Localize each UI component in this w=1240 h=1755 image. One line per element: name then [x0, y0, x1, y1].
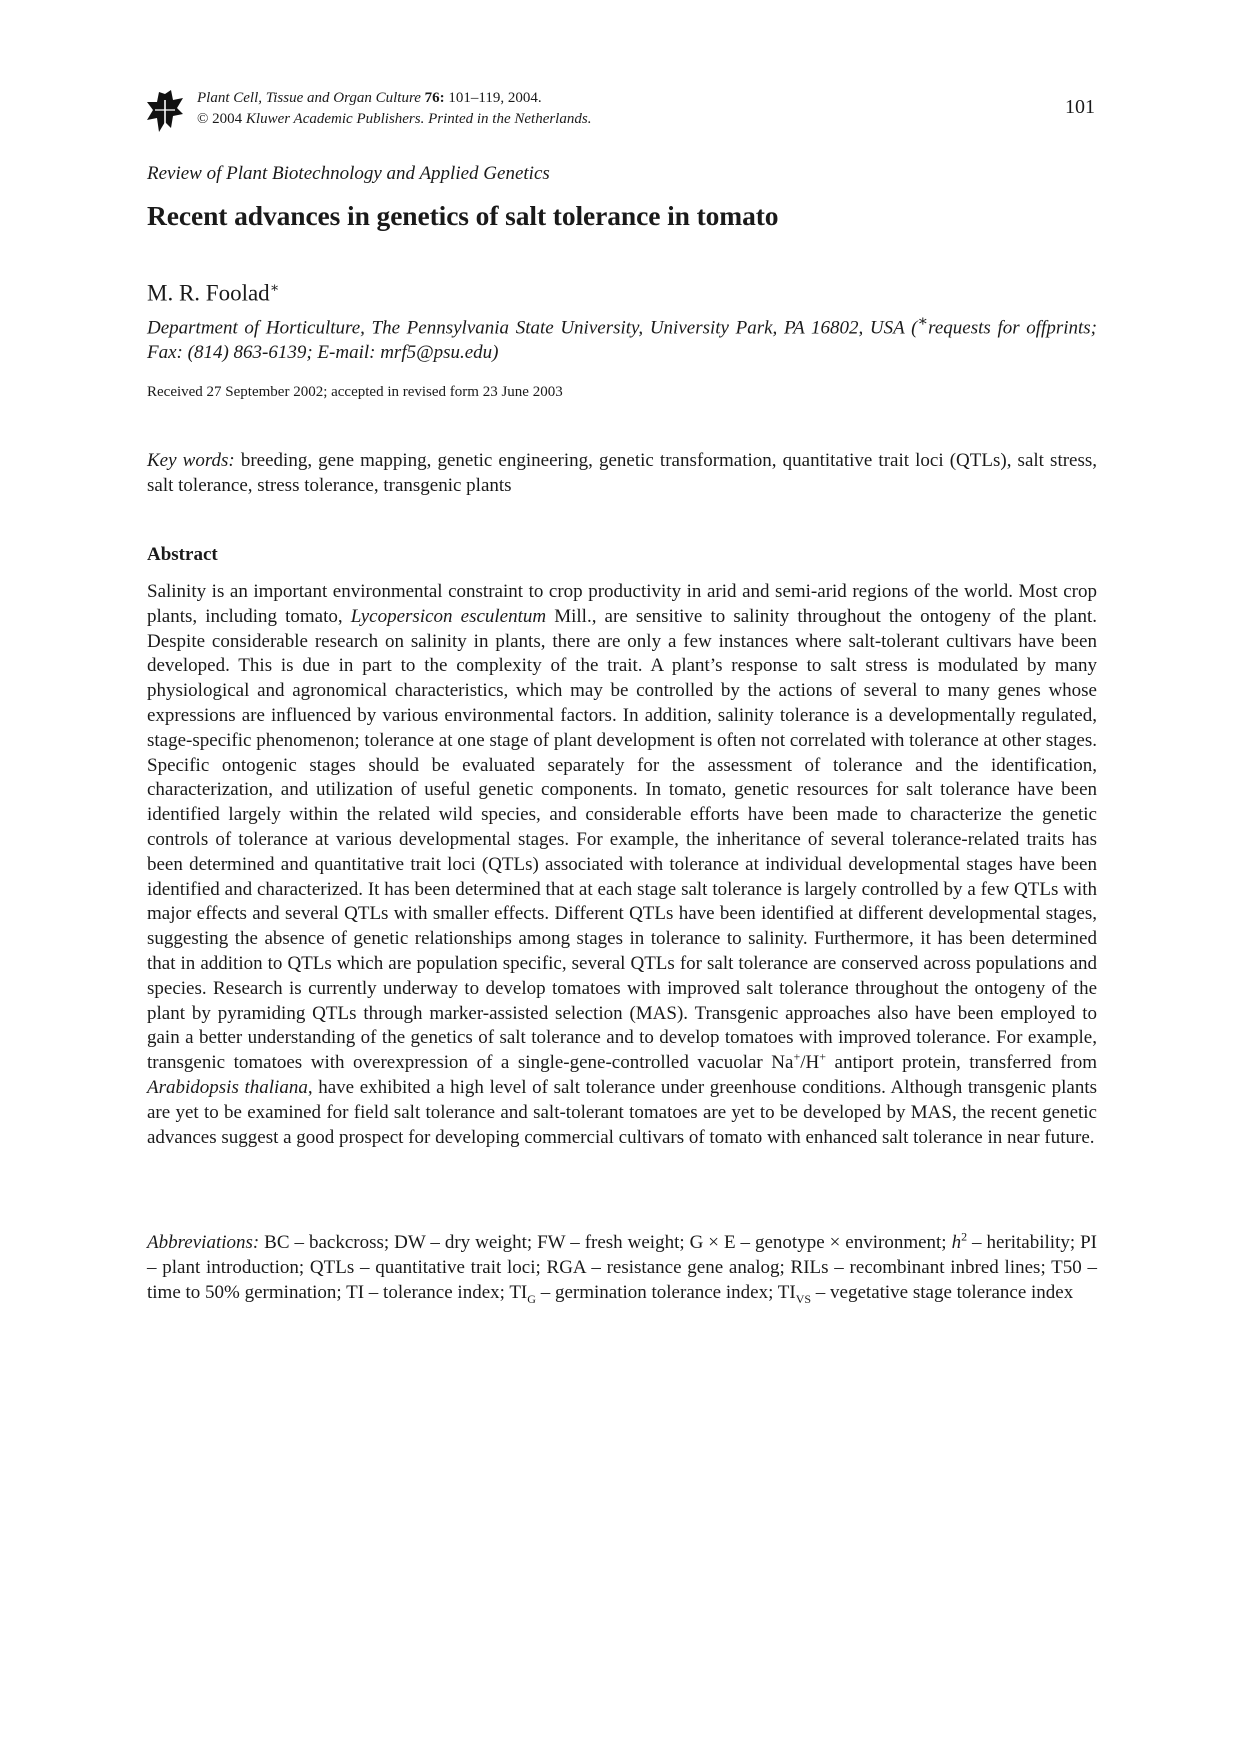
copyright-year: 2004: [212, 111, 243, 127]
subscript-g: G: [527, 1291, 536, 1306]
affiliation-contact: requests for offprints; Fax: (814) 863-6139; E-mail: mrf5@psu.edu): [147, 317, 1098, 364]
abstract-part-1: Salinity is an important environmental constraint to crop productivity in arid and semi-arid regions of the world. Most crop plants, including tomato,: [147, 581, 1097, 627]
article-section: Review of Plant Biotechnology and Applied Genetics: [147, 163, 550, 184]
abbreviations-part-1: BC – backcross; DW – dry weight; FW – fresh weight; G × E – genotype × environment;: [259, 1232, 952, 1253]
heritability-exponent: 2: [961, 1229, 968, 1244]
keywords: [147, 448, 1097, 498]
page-header: [147, 88, 1097, 138]
keywords-label: Key words:: [147, 450, 235, 471]
journal-line-2: [197, 109, 591, 130]
abbreviations-part-4: – vegetative stage tolerance index: [811, 1282, 1074, 1303]
hydrogen-charge: +: [819, 1049, 827, 1064]
journal-volume: 76:: [424, 90, 445, 106]
author-name: M. R. Foolad: [147, 280, 270, 306]
received-dates: Received 27 September 2002; accepted in revised form 23 June 2003: [147, 384, 563, 400]
affiliation: [147, 309, 1097, 365]
hydrogen-symbol: /H: [800, 1052, 820, 1074]
abstract-part-3: antiport protein, transferred from: [826, 1052, 1097, 1074]
affiliation-mark: ∗: [917, 313, 929, 330]
abbreviations: [147, 1230, 1097, 1305]
abbreviations-part-2: – heritability; PI – plant introduction; QTLs – quantitative trait loci; RGA – resistance gene analog; RILs – recombinant inbred lines; T50 – time to 50% germination; TI – tolerance index; TI: [147, 1232, 1097, 1303]
article-title: Recent advances in genetics of salt tolerance in tomato: [147, 200, 779, 231]
publisher-logo-icon: [147, 90, 183, 132]
printed-note: Printed in the Netherlands.: [428, 111, 592, 127]
species-name: Lycopersicon esculentum: [350, 605, 547, 627]
journal-line-1: [197, 88, 591, 109]
abstract-heading: Abstract: [147, 544, 218, 565]
journal-citation: [197, 88, 591, 130]
abstract-part-2: Mill., are sensitive to salinity throughout the ontogeny of the plant. Despite considerable research on salinity in plants, there are only a few instances where salt-tolerant cultivars have been developed. This is due in part to the complexity of the trait. A plant’s response to salt stress is modulated by many physiological and agronomical characteristics, which may be controlled by the actions of several to many genes whose expressions are influenced by various environmental factors. In addition, salinity tolerance is a developmentally regulated, stage-specific phenomenon; tolerance at one stage of plant development is often not correlated with tolerance at other stages. Specific ontogenic stages should be evaluated separately for the assessment of tolerance and the identification, characterization, and utilization of useful genetic components. In tomato, genetic resources for salt tolerance have been identified largely within the related wild species, and considerable efforts have been made to characterize the genetic controls of tolerance at various developmental stages. For example, the inheritance of several tolerance-related traits has been determined and quantitative trait loci (QTLs) associated with tolerance at individual developmental stages have been identified and characterized. It has been determined that at each stage salt tolerance is largely controlled by a few QTLs with major effects and several QTLs with smaller effects. Different QTLs have been identified at different developmental stages, suggesting the absence of genetic relationships among stages in tolerance to salinity. Furthermore, it has been determined that in addition to QTLs which are population specific, several QTLs for salt tolerance are conserved across populations and species. Research is currently underway to develop tomatoes with improved salt tolerance throughout the ontogeny of the plant by pyramiding QTLs through marker-assisted selection (MAS). Transgenic approaches also have been employed to gain a better understanding of the genetics of salt tolerance and to develop tomatoes with improved tolerance. For example, transgenic tomatoes with overexpression of a single-gene-controlled vacuolar: [147, 605, 1097, 1074]
affiliation-text: Department of Horticulture, The Pennsylvania State University, University Park, PA 16802, USA (: [147, 317, 918, 339]
subscript-vs: VS: [795, 1291, 812, 1306]
keywords-text: breeding, gene mapping, genetic engineering, genetic transformation, quantitative trait loci (QTLs), salt stress, salt tolerance, stress tolerance, transgenic plants: [147, 450, 1098, 496]
copyright-symbol: ©: [197, 111, 209, 127]
page-number: 101: [1065, 96, 1095, 118]
author-mark: ∗: [269, 281, 280, 296]
sodium-charge: +: [793, 1049, 801, 1064]
abstract-part-4: , have exhibited a high level of salt tolerance under greenhouse conditions. Although transgenic plants are yet to be examined for field salt tolerance and salt-tolerant tomatoes are yet to be developed by MAS, the recent genetic advances suggest a good prospect for developing commercial cultivars of tomato with enhanced salt tolerance in near future.: [147, 1076, 1097, 1148]
sodium-symbol: Na: [771, 1052, 794, 1074]
author-line: [147, 280, 279, 307]
abbreviations-part-3: – germination tolerance index; TI: [535, 1282, 796, 1303]
publisher-name: Kluwer Academic Publishers.: [245, 111, 425, 127]
species-name: Arabidopsis thaliana: [147, 1076, 308, 1098]
abstract-body: [147, 580, 1097, 1150]
heritability-symbol: h: [951, 1232, 962, 1253]
journal-pages: 101–119, 2004.: [448, 90, 542, 106]
journal-name: Plant Cell, Tissue and Organ Culture: [197, 90, 421, 106]
abbreviations-label: Abbreviations:: [147, 1232, 260, 1253]
